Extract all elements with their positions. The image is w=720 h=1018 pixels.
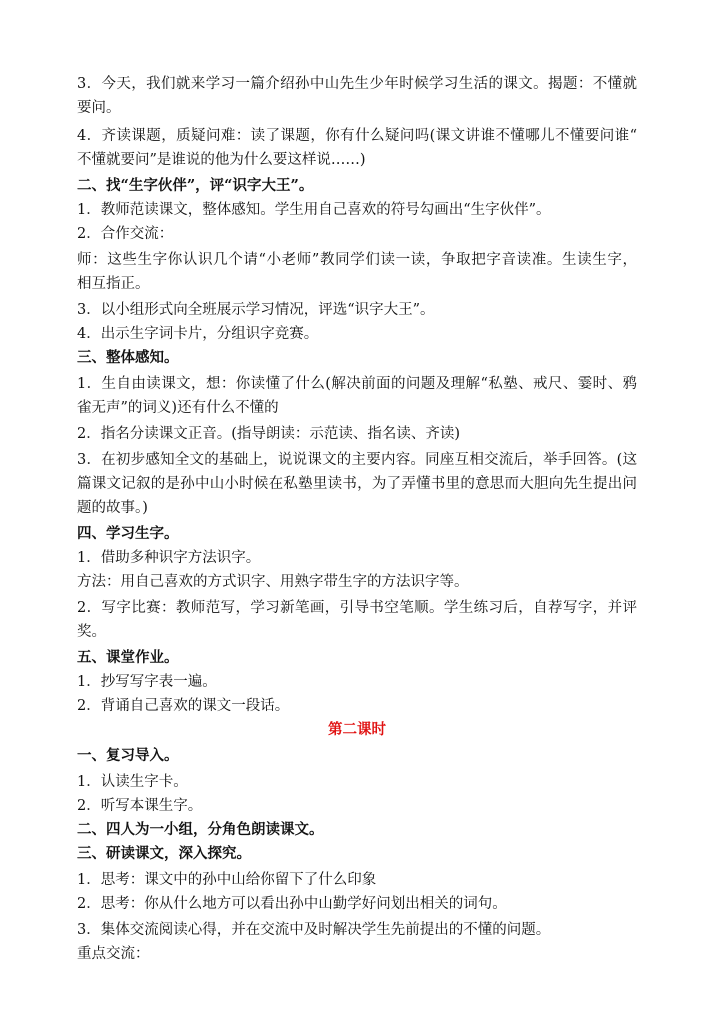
paragraph-line: 重点交流：: [77, 946, 150, 962]
paragraph-line: 3．以小组形式向全班展示学习情况，评选“识字大王”。: [77, 302, 435, 318]
paragraph-line: 师：这些生字你认识几个请“小老师”教同学们读一读，争取把字音读准。生读生字，: [77, 252, 637, 268]
section-heading: 一、复习导入。: [77, 747, 179, 764]
paragraph-line: 要问。: [77, 100, 121, 116]
section-heading: 二、找“生字伙伴”，评“识字大王”。: [77, 177, 314, 194]
paragraph-line: 4．出示生字词卡片，分组识字竞赛。: [77, 326, 319, 342]
paragraph-line: 4．齐读课题，质疑问难：读了课题，你有什么疑问吗(课文讲谁不懂哪儿不懂要问谁“: [77, 128, 637, 144]
paragraph-line: 不懂就要问”是谁说的他为什么要这样说……): [77, 152, 366, 168]
paragraph-line: 1．生自由读课文，想：你读懂了什么(解决前面的问题及理解“私塾、戒尺、霎时、鸦: [77, 376, 637, 392]
paragraph-line: 题的故事。): [77, 500, 148, 516]
section-heading: 三、研读课文，深入探究。: [77, 845, 251, 862]
section-heading: 五、课堂作业。: [77, 649, 179, 666]
lesson-title: 第二课时: [328, 721, 386, 738]
paragraph-line: 1．认读生字卡。: [77, 774, 188, 790]
paragraph-line: 2．指名分读课文正音。(指导朗读：示范读、指名读、齐读): [77, 426, 461, 442]
paragraph-line: 2．写字比赛：教师范写，学习新笔画，引导书空笔顺。学生练习后，自荐写字，并评: [77, 600, 637, 616]
section-heading: 二、四人为一小组，分角色朗读课文。: [77, 821, 324, 838]
paragraph-line: 雀无声”的词义)还有什么不懂的: [77, 400, 279, 416]
paragraph-line: 方法：用自己喜欢的方式识字、用熟字带生字的方法识字等。: [77, 574, 469, 590]
paragraph-line: 3．集体交流阅读心得，并在交流中及时解决学生先前提出的不懂的问题。: [77, 922, 551, 938]
paragraph-line: 2．合作交流：: [77, 226, 174, 242]
paragraph-line: 3．在初步感知全文的基础上，说说课文的主要内容。同座互相交流后，举手回答。(这: [77, 452, 637, 468]
paragraph-line: 3．今天，我们就来学习一篇介绍孙中山先生少年时候学习生活的课文。揭题：不懂就: [77, 76, 637, 92]
paragraph-line: 1．抄写写字表一遍。: [77, 674, 217, 690]
paragraph-line: 1．借助多种识字方法识字。: [77, 550, 261, 566]
paragraph-line: 1．思考：课文中的孙中山给你留下了什么印象: [77, 872, 377, 888]
section-heading: 三、整体感知。: [77, 349, 179, 366]
paragraph-line: 篇课文记叙的是孙中山小时候在私塾里读书，为了弄懂书里的意思而大胆向先生提出问: [77, 476, 637, 492]
paragraph-line: 2．思考：你从什么地方可以看出孙中山勤学好问划出相关的词句。: [77, 896, 507, 912]
paragraph-line: 奖。: [77, 624, 106, 640]
paragraph-line: 相互指正。: [77, 276, 150, 292]
section-heading: 四、学习生字。: [77, 525, 179, 542]
paragraph-line: 2．听写本课生字。: [77, 798, 203, 814]
paragraph-line: 2．背诵自己喜欢的课文一段话。: [77, 698, 290, 714]
paragraph-line: 1．教师范读课文，整体感知。学生用自己喜欢的符号勾画出“生字伙伴”。: [77, 202, 551, 218]
